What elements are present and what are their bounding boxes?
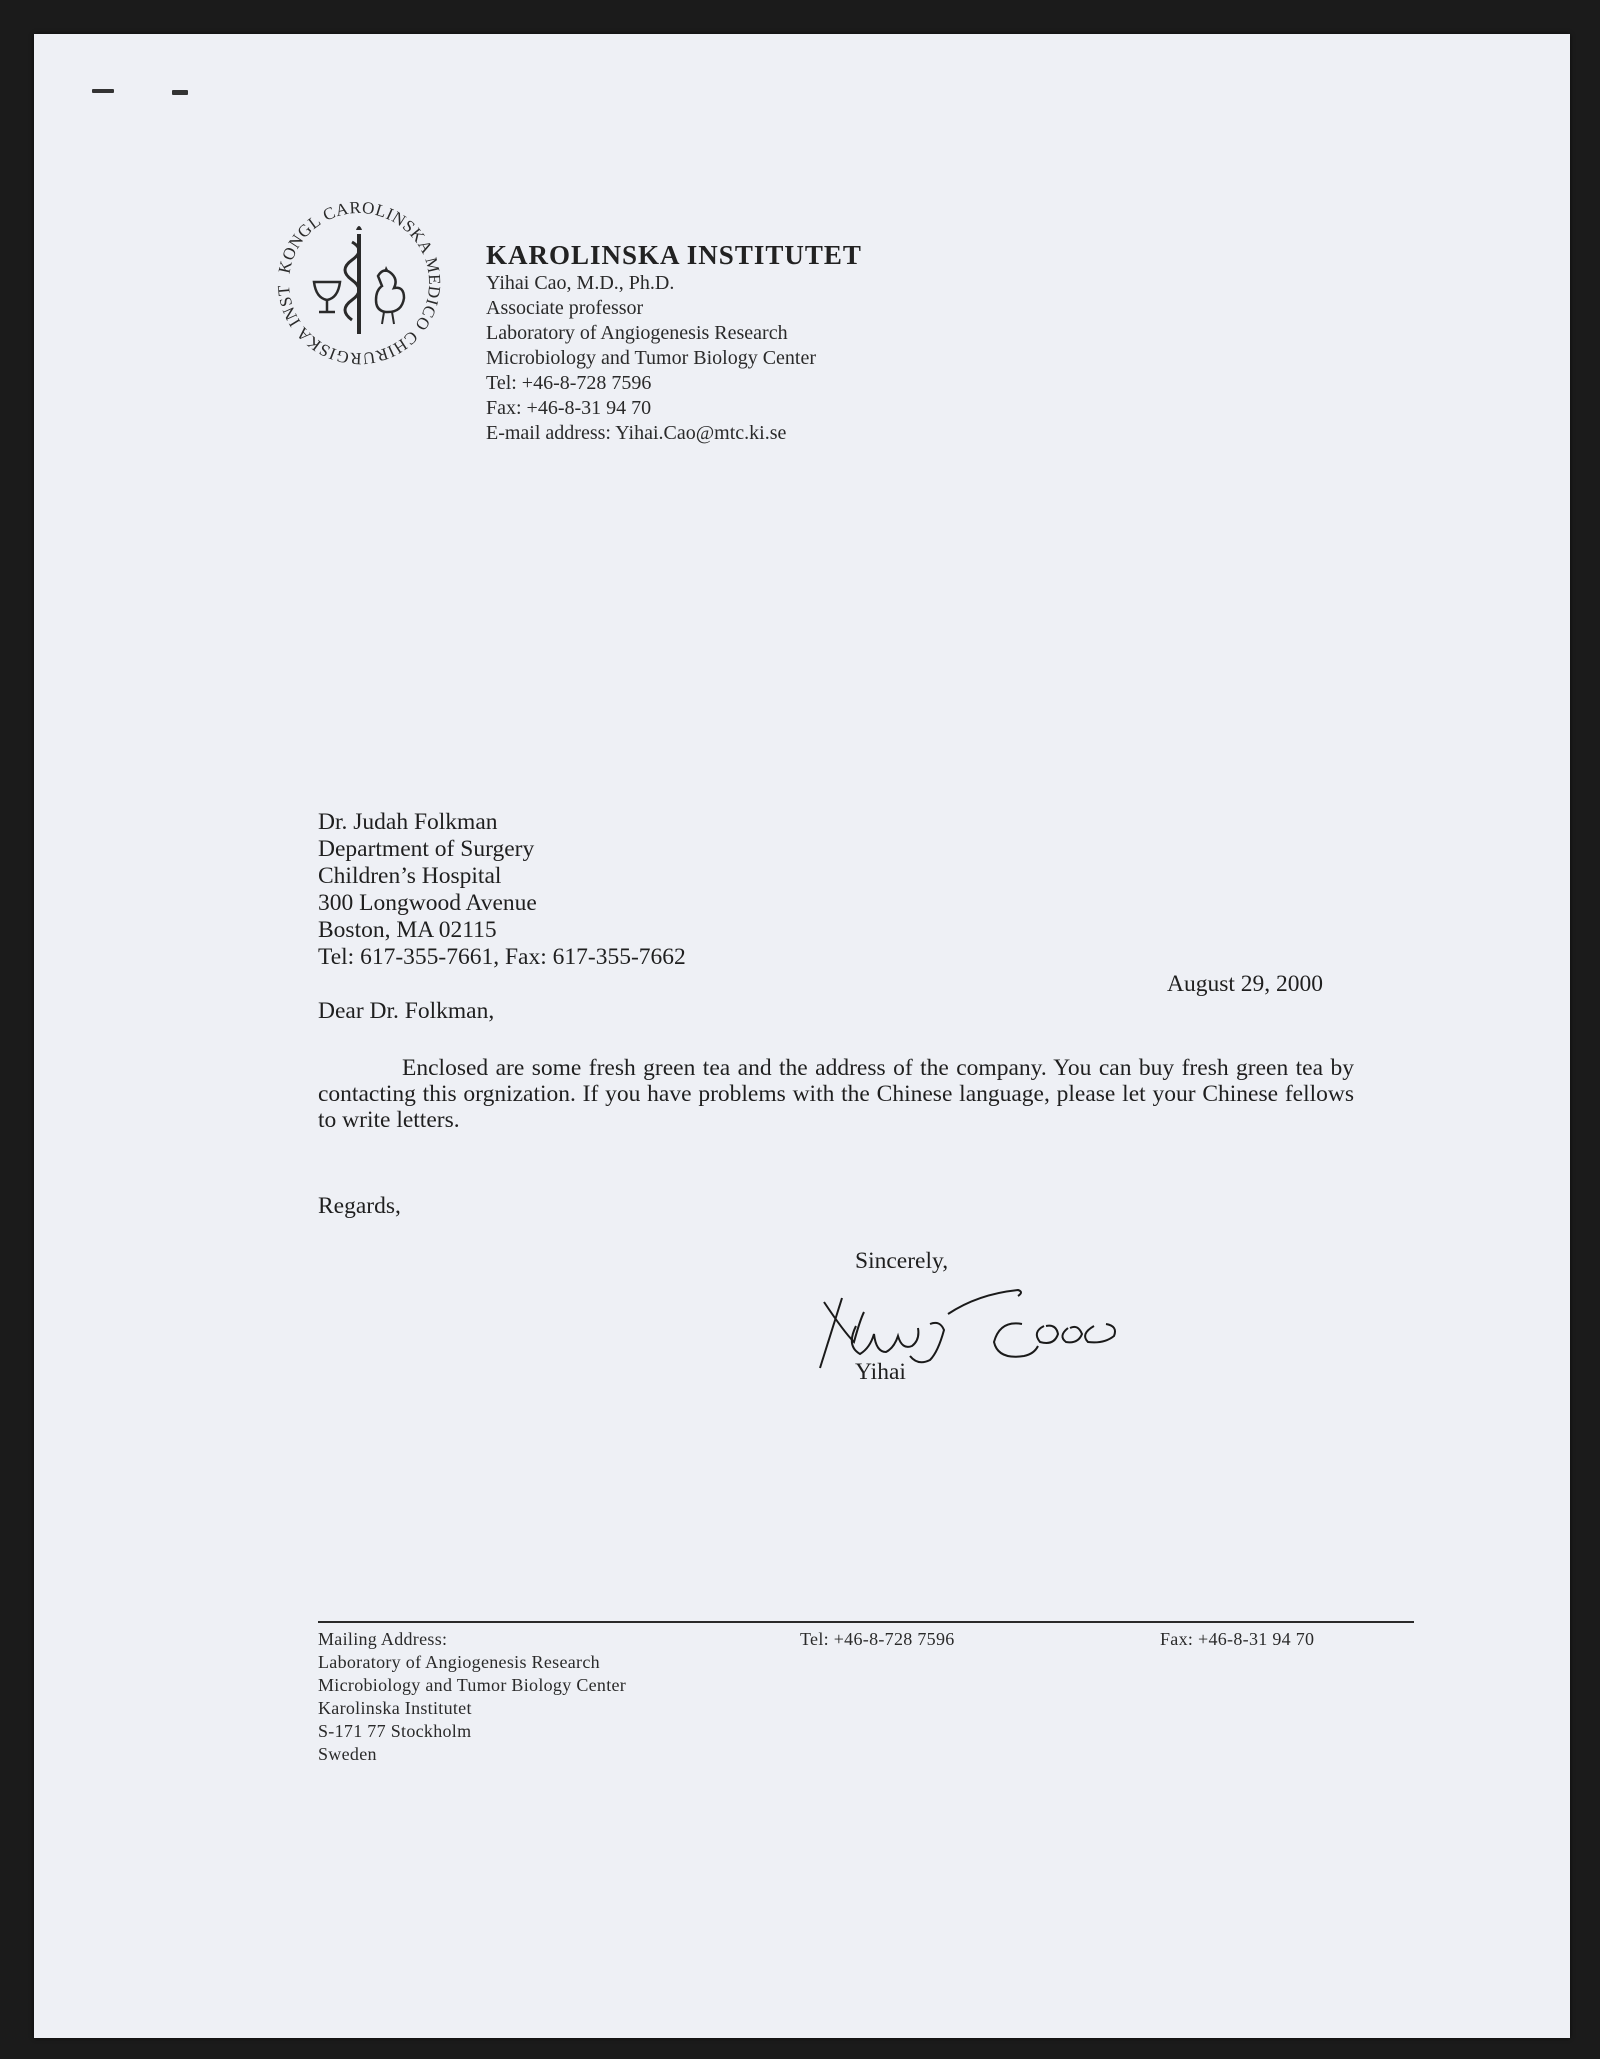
institution-name: KAROLINSKA INSTITUTET [486, 240, 862, 270]
recipient-phone-fax: Tel: 617-355-7661, Fax: 617-355-7662 [318, 944, 686, 970]
sender-lab: Laboratory of Angiogenesis Research [486, 322, 788, 344]
recipient-city: Boston, MA 02115 [318, 917, 497, 943]
sender-email: E-mail address: Yihai.Cao@mtc.ki.se [486, 422, 787, 444]
footer-tel: Tel: +46-8-728 7596 [800, 1629, 955, 1649]
letter-date: August 29, 2000 [1167, 971, 1324, 997]
sender-title: Associate professor [486, 297, 644, 319]
footer-address-line: S-171 77 Stockholm [318, 1721, 472, 1741]
footer-address-line: Laboratory of Angiogenesis Research [318, 1652, 600, 1672]
footer-divider [318, 1621, 1414, 1623]
sender-name: Yihai Cao, M.D., Ph.D. [486, 272, 675, 294]
recipient-hospital: Children’s Hospital [318, 863, 502, 889]
institute-seal [270, 194, 448, 372]
footer-address-line: Microbiology and Tumor Biology Center [318, 1675, 627, 1695]
regards: Regards, [318, 1193, 401, 1219]
paper-mark [172, 90, 188, 95]
footer-address-line: Sweden [318, 1744, 377, 1764]
recipient-name: Dr. Judah Folkman [318, 809, 498, 835]
svg-text:KONGL CAROLINSKA MEDICO CHIRUR: KONGL CAROLINSKA MEDICO CHIRURGISKA INST [273, 197, 445, 369]
body-paragraph [318, 1055, 1354, 1133]
paper-mark [92, 89, 114, 93]
sender-center: Microbiology and Tumor Biology Center [486, 347, 816, 369]
sender-fax: Fax: +46-8-31 94 70 [486, 397, 652, 419]
letter-page [34, 34, 1570, 2038]
recipient-street: 300 Longwood Avenue [318, 890, 537, 916]
closing: Sincerely, [855, 1248, 949, 1274]
footer-mailing-label: Mailing Address: [318, 1629, 448, 1649]
salutation: Dear Dr. Folkman, [318, 998, 495, 1024]
body-text: Enclosed are some fresh green tea and the address of the company. You can buy fresh green tea by contacting this orgnization. If you have problems with the Chinese language, please let your Chinese fellows to write letters. [318, 1055, 1354, 1133]
footer-address-line: Karolinska Institutet [318, 1698, 472, 1718]
signer-name: Yihai [855, 1359, 906, 1385]
sender-tel: Tel: +46-8-728 7596 [486, 372, 652, 394]
footer-fax: Fax: +46-8-31 94 70 [1160, 1629, 1315, 1649]
recipient-department: Department of Surgery [318, 836, 535, 862]
